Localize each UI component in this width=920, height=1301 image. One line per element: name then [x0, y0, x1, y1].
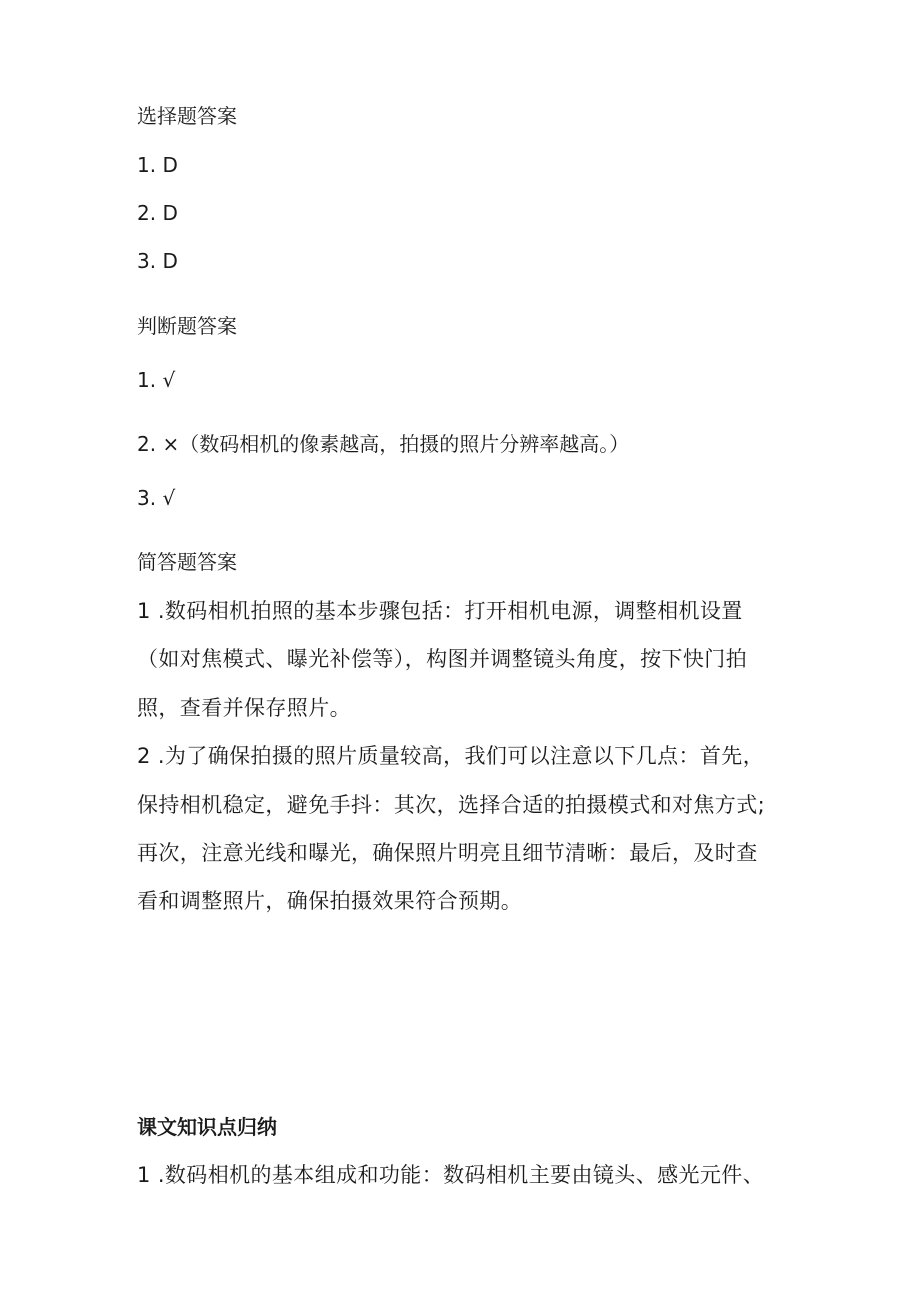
short-q2-line-3: 再次，注意光线和曝光，确保照片明亮且细节清晰：最后，及时查	[137, 841, 758, 865]
choice-answer-2: 2. D	[137, 201, 178, 225]
short-q2-line-2: 保持相机稳定，避免手抖：其次，选择合适的拍摄模式和对焦方式;	[137, 793, 766, 817]
choice-heading: 选择题答案	[137, 104, 237, 128]
summary-heading: 课文知识点归纳	[137, 1115, 277, 1139]
judge-answer-3: 3. √	[137, 486, 176, 510]
judge-answer-2: 2. ×（数码相机的像素越高，拍摄的照片分辨率越高。）	[137, 432, 630, 456]
short-q1-line-1: 1 .数码相机拍照的基本步骤包括：打开相机电源，调整相机设置	[137, 599, 743, 623]
judge-heading: 判断题答案	[137, 314, 237, 338]
short-q1-line-3: 照，查看并保存照片。	[137, 696, 351, 720]
short-q2-line-1: 2 .为了确保拍摄的照片质量较高，我们可以注意以下几点：首先，	[137, 744, 765, 768]
short-q2-line-4: 看和调整照片，确保拍摄效果符合预期。	[137, 889, 523, 913]
judge-answer-1: 1. √	[137, 368, 176, 392]
summary-line-1: 1 .数码相机的基本组成和功能：数码相机主要由镜头、感光元件、	[137, 1163, 765, 1187]
choice-answer-1: 1. D	[137, 153, 178, 177]
short-q1-line-2: （如对焦模式、曝光补偿等），构图并调整镜头角度，按下快门拍	[137, 647, 748, 671]
short-heading: 简答题答案	[137, 550, 237, 574]
choice-answer-3: 3. D	[137, 249, 178, 273]
